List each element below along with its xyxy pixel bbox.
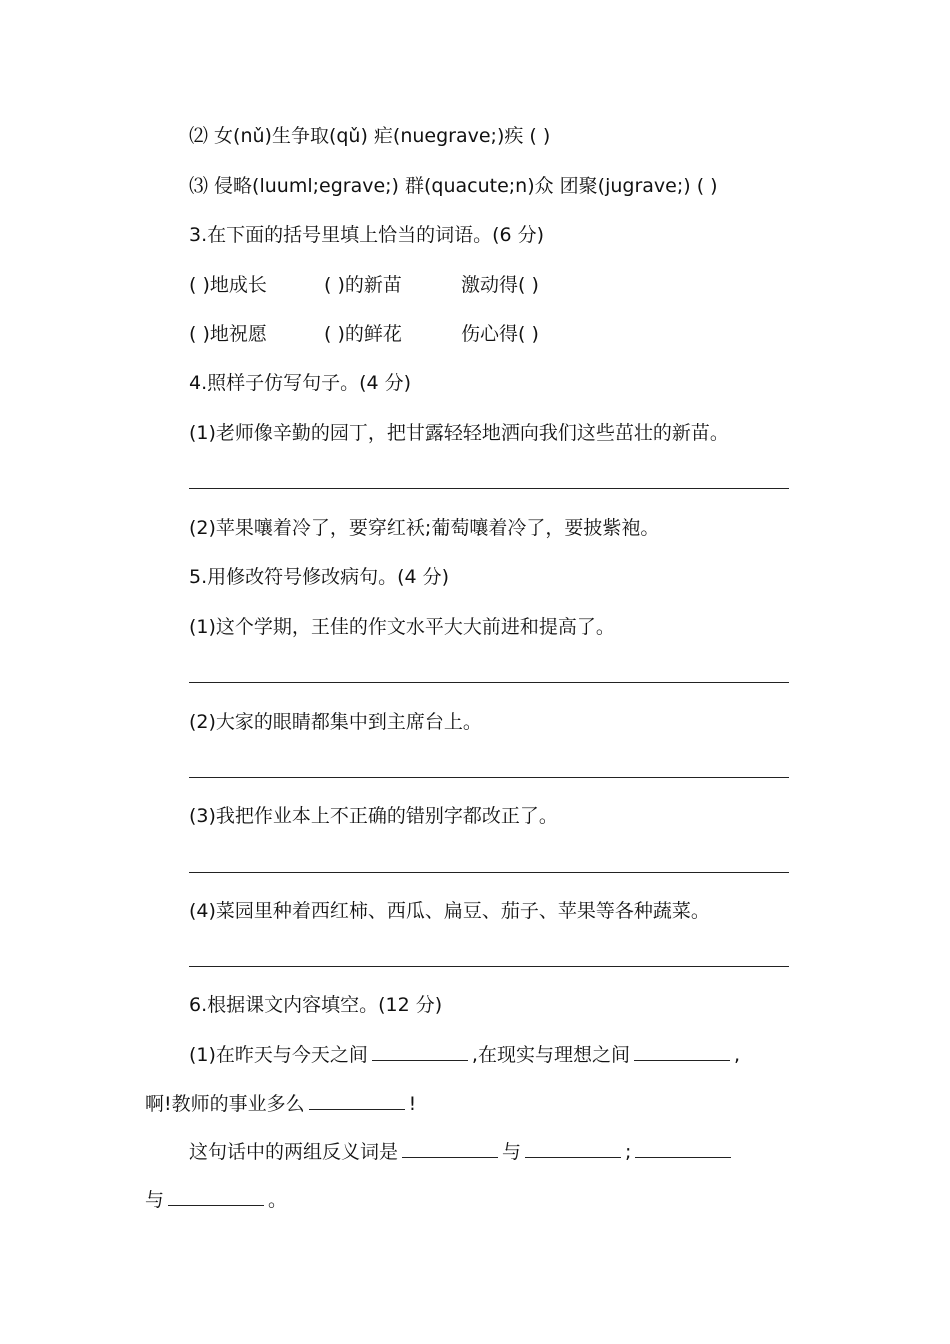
question-4-title: 4.照样子仿写句子。(4 分) xyxy=(189,372,412,394)
question-5-item-2: (2)大家的眼睛都集中到主席台上。 xyxy=(189,711,482,733)
fill-blank[interactable] xyxy=(309,1091,405,1110)
question-5-item-3: (3)我把作业本上不正确的错别字都改正了。 xyxy=(189,805,558,827)
fill-blank[interactable] xyxy=(168,1187,264,1206)
fill-blank[interactable] xyxy=(372,1042,468,1061)
question-6-title: 6.根据课文内容填空。(12 分) xyxy=(189,994,443,1016)
text-segment: ! xyxy=(408,1093,417,1115)
question-3-row-1 xyxy=(189,273,539,297)
fill-blank[interactable] xyxy=(634,1042,730,1061)
question-6-item-1-line-2 xyxy=(145,1091,416,1116)
question-5-item-1: (1)这个学期，王佳的作文水平大大前进和提高了。 xyxy=(189,616,615,638)
text-segment: 啊!教师的事业多么 xyxy=(145,1093,305,1115)
question-3-cell: ( )地祝愿 xyxy=(189,323,267,345)
text-segment: 与 xyxy=(145,1189,165,1211)
fill-blank[interactable] xyxy=(635,1139,731,1158)
question-2-item-2: ⑵ 女(nǔ)生争取(qǔ) 疟(nuegrave;)疾 ( ) xyxy=(189,125,551,147)
question-3-cell: 伤心得( ) xyxy=(461,323,539,345)
question-3-cell: ( )的鲜花 xyxy=(324,323,402,345)
question-3-cell: ( )地成长 xyxy=(189,274,267,296)
text-segment: , xyxy=(733,1044,741,1066)
question-5-item-4: (4)菜园里种着西红柿、西瓜、扁豆、茄子、苹果等各种蔬菜。 xyxy=(189,900,710,922)
answer-line[interactable] xyxy=(189,872,789,873)
answer-line[interactable] xyxy=(189,682,789,683)
question-3-cell: ( )的新苗 xyxy=(324,274,402,296)
answer-line[interactable] xyxy=(189,966,789,967)
text-segment: 与 xyxy=(502,1141,522,1163)
text-segment: ; xyxy=(625,1141,632,1163)
text-segment: 。 xyxy=(268,1189,288,1211)
fill-blank[interactable] xyxy=(402,1139,498,1158)
question-6-item-1-line-1 xyxy=(189,1042,740,1067)
fill-blank[interactable] xyxy=(525,1139,621,1158)
question-3-row-2 xyxy=(189,322,539,346)
question-2-item-3: ⑶ 侵略(luuml;egrave;) 群(quacute;n)众 团聚(jugrave;) ( ) xyxy=(189,175,718,197)
question-6-item-2-line-1 xyxy=(189,1139,735,1164)
question-3-cell: 激动得( ) xyxy=(461,274,539,296)
question-3-title: 3.在下面的括号里填上恰当的词语。(6 分) xyxy=(189,224,545,246)
question-6-item-2-line-2 xyxy=(145,1187,287,1212)
question-4-item-2: (2)苹果嚷着冷了，要穿红袄;葡萄嚷着冷了，要披紫袍。 xyxy=(189,517,660,539)
text-segment: ,在现实与理想之间 xyxy=(471,1044,630,1066)
answer-line[interactable] xyxy=(189,488,789,489)
question-4-item-1: (1)老师像辛勤的园丁，把甘露轻轻地洒向我们这些茁壮的新苗。 xyxy=(189,422,729,444)
text-segment: (1)在昨天与今天之间 xyxy=(189,1044,368,1066)
text-segment: 这句话中的两组反义词是 xyxy=(189,1141,399,1163)
question-5-title: 5.用修改符号修改病句。(4 分) xyxy=(189,566,450,588)
answer-line[interactable] xyxy=(189,777,789,778)
